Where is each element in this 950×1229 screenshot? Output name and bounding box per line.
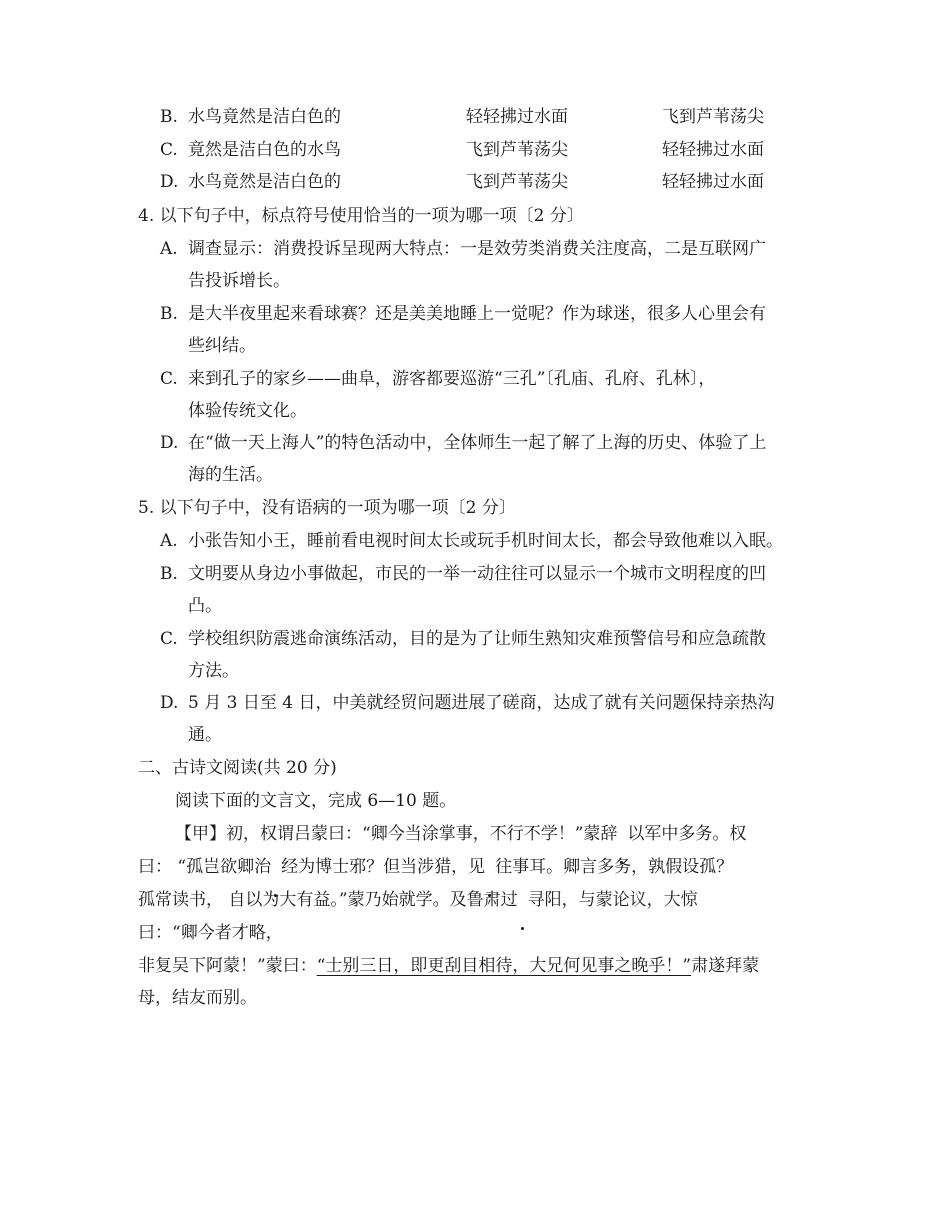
option-text-cont: 告投诉增长。 [188,271,290,291]
underlined-quote: “士别三日，即更刮目相待，大兄何见事之晚乎！” [316,956,692,976]
passage-text: 【甲】初，权谓吕蒙曰：“卿今当涂掌事，不行不学！”蒙辞 [175,824,618,844]
option-label: C. [160,369,178,389]
q3-option-d [0,171,950,193]
passage-line-6: 母，结友而别。 [138,988,257,1008]
passage-line-4: 曰：“卿今者才略， [138,923,283,943]
option-label: B. [160,107,178,127]
passage-text: 孤常读书， 自以为大有益。”蒙乃始就学。及鲁肃过 [138,890,518,910]
option-text: 调查显示：消费投诉呈现两大特点：一是效劳类消费关注度高，二是互联网广 [188,239,766,259]
passage-line-3 [138,889,698,911]
option-text-cont: 海的生活。 [188,465,273,485]
option-label: D. [160,693,179,713]
option-col3: 轻轻拂过水面 [662,140,764,160]
option-text-cont: 通。 [188,725,222,745]
option-text-cont: 方法。 [188,661,239,681]
option-label: A. [160,531,178,551]
section-heading: 二、古诗文阅读(共 20 分) [138,758,337,778]
option-text: 来到孔子的家乡——曲阜，游客都要巡游“三孔”〔孔庙、孔府、孔林〕， [188,369,716,389]
option-label: B. [160,304,178,324]
question-stem: 4. 以下句子中，标点符号使用恰当的一项为哪一项〔2 分〕 [138,206,584,226]
option-col3: 飞到芦苇荡尖 [662,107,764,127]
option-label: C. [160,140,178,160]
section-intro: 阅读下面的文言文，完成 6—10 题。 [175,791,457,811]
option-col2: 轻轻拂过水面 [466,107,568,127]
q3-option-b [0,106,950,128]
passage-text: 肃遂拜蒙 [691,956,760,976]
option-label: B. [160,564,178,584]
passage-text: 曰： “孤岂欲卿治 [138,857,272,877]
option-text-cont: 体验传统文化。 [188,401,307,421]
passage-line-2 [138,856,733,878]
option-text: 文明要从身边小事做起，市民的一举一动往往可以显示一个城市文明程度的凹 [188,564,766,584]
option-text: 在“做一天上海人”的特色活动中，全体师生一起了解了上海的历史、体验了上 [188,433,767,453]
passage-text: 往事耳。卿言多务，孰假设孤？ [495,857,734,877]
option-text: 是大半夜里起来看球赛？还是美美地睡上一觉呢？作为球迷，很多人心里会有 [188,304,766,324]
passage-line-1 [175,823,746,845]
option-col2: 飞到芦苇荡尖 [466,172,568,192]
passage-text: 经为博士邪？但当涉猎，见 [281,857,486,877]
question-stem: 5. 以下句子中，没有语病的一项为哪一项〔2 分〕 [138,498,516,518]
passage-text: 非复吴下阿蒙！”蒙曰： [138,956,317,976]
option-label: D. [160,433,179,453]
option-col1: 竟然是洁白色的水鸟 [188,140,341,160]
option-col2: 飞到芦苇荡尖 [466,140,568,160]
option-label: C. [160,629,178,649]
passage-text: 寻阳，与蒙论议，大惊 [527,890,698,910]
option-label: A. [160,239,178,259]
option-text-cont: 凸。 [188,596,222,616]
option-col1: 水鸟竟然是洁白色的 [188,172,341,192]
q3-option-c [0,139,950,161]
option-text: 小张告知小王，睡前看电视时间太长或玩手机时间太长，都会导致他难以入眠。 [188,531,783,551]
option-text: 学校组织防震逃命演练活动，目的是为了让师生熟知灾难预警信号和应急疏散 [188,629,766,649]
option-col3: 轻轻拂过水面 [662,172,764,192]
option-text: 5 月 3 日至 4 日，中美就经贸问题进展了磋商，达成了就有关问题保持亲热沟 [188,693,775,713]
passage-line-5 [138,955,759,977]
passage-text: 以军中多务。权 [627,824,747,844]
option-col1: 水鸟竟然是洁白色的 [188,107,341,127]
option-label: D. [160,172,179,192]
option-text-cont: 些纠结。 [188,336,256,356]
